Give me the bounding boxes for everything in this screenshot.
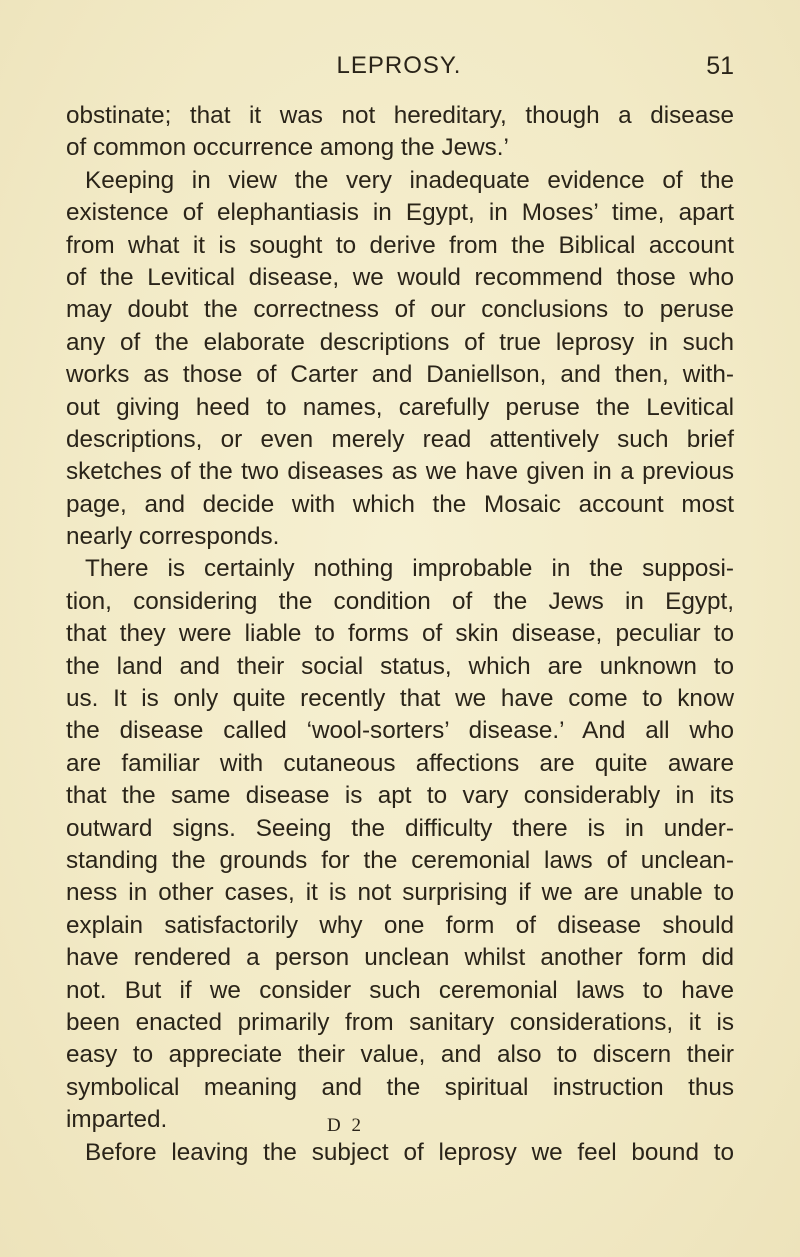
text-line: been enacted primarily from sanitary considerations, it is xyxy=(66,1008,734,1036)
text-line: not. But if we consider such ceremonial laws to have xyxy=(66,976,734,1004)
text-line: of common occurrence among the Jews.’ xyxy=(66,134,509,162)
body-text xyxy=(66,100,734,1169)
text-line: imparted. xyxy=(66,1106,168,1134)
page-number: 51 xyxy=(706,52,734,80)
text-line: obstinate; that it was not hereditary, though a disease xyxy=(66,102,734,129)
text-line: Keeping in view the very inadequate evidence of the xyxy=(85,166,734,194)
text-line: us. It is only quite recently that we have come to know xyxy=(66,685,734,713)
text-line: that they were liable to forms of skin disease, peculiar to xyxy=(66,620,734,648)
text-line: are familiar with cutaneous affections are quite aware xyxy=(66,749,734,777)
text-line: easy to appreciate their value, and also to discern their xyxy=(66,1041,734,1069)
text-line: any of the elaborate descriptions of true leprosy in such xyxy=(66,328,734,356)
running-head: LEPROSY. xyxy=(336,52,462,79)
text-line: of the Levitical disease, we would recommend those who xyxy=(66,263,734,291)
text-line: standing the grounds for the ceremonial laws of unclean- xyxy=(66,846,734,874)
text-line: sketches of the two diseases as we have given in a previous xyxy=(66,458,734,486)
signature-mark: D 2 xyxy=(327,1115,364,1136)
text-line: descriptions, or even merely read attentively such brief xyxy=(66,425,734,453)
text-line: the disease called ‘wool-sorters’ disease.’ And all who xyxy=(66,717,734,745)
text-line: symbolical meaning and the spiritual instruction thus xyxy=(66,1073,734,1101)
text-line: Before leaving the subject of leprosy we feel bound to xyxy=(85,1138,734,1166)
text-line: may doubt the correctness of our conclusions to peruse xyxy=(66,296,734,324)
text-line: works as those of Carter and Daniellson, and then, with- xyxy=(66,361,734,389)
text-line: that the same disease is apt to vary considerably in its xyxy=(66,782,734,810)
text-line: the land and their social status, which are unknown to xyxy=(66,652,734,680)
text-line: page, and decide with which the Mosaic account most xyxy=(66,490,734,518)
text-line: explain satisfactorily why one form of disease should xyxy=(66,911,734,939)
text-line: outward signs. Seeing the difficulty there is in under- xyxy=(66,814,734,842)
text-line: existence of elephantiasis in Egypt, in Moses’ time, apart xyxy=(66,199,734,227)
text-line: There is certainly nothing improbable in the supposi- xyxy=(85,555,734,583)
text-line: nearly corresponds. xyxy=(66,523,280,551)
page-header xyxy=(64,52,734,88)
text-line: from what it is sought to derive from the Biblical account xyxy=(66,231,734,259)
text-line: tion, considering the condition of the Jews in Egypt, xyxy=(66,587,734,615)
text-line: have rendered a person unclean whilst another form did xyxy=(66,944,734,972)
text-line: out giving heed to names, carefully peruse the Levitical xyxy=(66,393,734,421)
text-line: ness in other cases, it is not surprising if we are unable to xyxy=(66,879,734,907)
